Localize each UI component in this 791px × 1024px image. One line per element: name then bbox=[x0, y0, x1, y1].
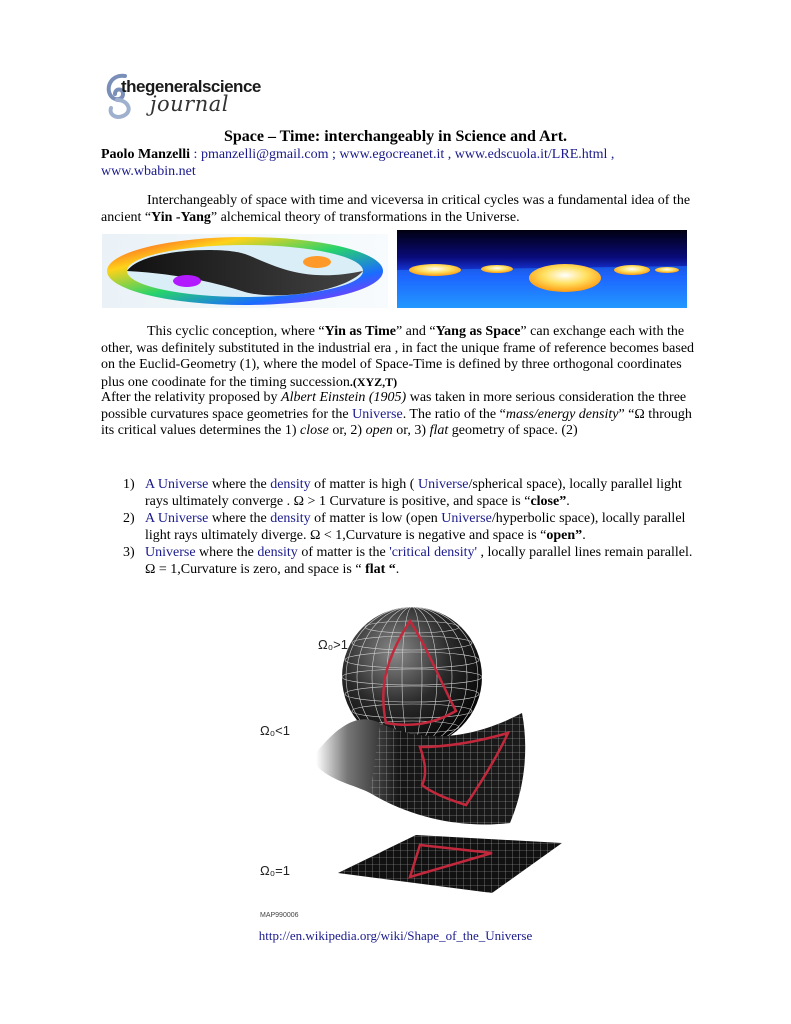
text-run: of matter is high ( bbox=[310, 477, 418, 492]
universe-shapes-figure bbox=[260, 605, 570, 920]
text-run: where the bbox=[208, 511, 271, 526]
list-number: 1) bbox=[123, 477, 135, 492]
author-line bbox=[101, 147, 701, 180]
journal-logo-bottom: journal bbox=[150, 92, 229, 116]
yin-yang-image bbox=[102, 234, 388, 308]
text-run: where the bbox=[208, 477, 271, 492]
journal-logo-top: thegeneralscience bbox=[121, 77, 261, 96]
label-flat: Ω₀=1 bbox=[260, 863, 290, 878]
universe-link[interactable]: Universe bbox=[441, 511, 492, 526]
text-run: This cyclic conception, where “ bbox=[147, 324, 325, 339]
italic-run: open bbox=[365, 423, 393, 438]
text-run: where the bbox=[195, 545, 258, 560]
list-item bbox=[101, 477, 701, 510]
source-link[interactable]: http://en.wikipedia.org/wiki/Shape_of_the_Universe bbox=[258, 928, 533, 943]
italic-run: close bbox=[300, 423, 329, 438]
label-closed: Ω₀>1 bbox=[318, 637, 348, 652]
label-open: Ω₀<1 bbox=[260, 723, 290, 738]
bold-run: .(XYZ,T) bbox=[349, 374, 398, 389]
text-run: After the relativity proposed by bbox=[101, 390, 282, 405]
text-run: of matter is the bbox=[297, 545, 390, 560]
author-name: Paolo Manzelli bbox=[101, 147, 191, 162]
text-run: ” can exchange each with the other, was definitely substituted in the industrial era , in fact the unique frame of reference becomes based on the Euclid-Geometry (1), where the model of Space-Time is defined by three orthogonal coordinates plus one coodinate for the timing succession bbox=[101, 324, 695, 390]
bold-run: Yin as Time bbox=[324, 324, 396, 339]
text-run: A bbox=[145, 511, 158, 526]
universe-link[interactable]: Universe bbox=[157, 511, 209, 526]
text-run: geometry of space. (2) bbox=[448, 423, 578, 438]
text-run: Interchangeably of space with time and viceversa in critical cycles was a fundamental idea of the ancient “ bbox=[101, 193, 691, 225]
critical-density-link[interactable]: 'critical density' bbox=[389, 545, 478, 560]
text-run: or, 3) bbox=[392, 423, 430, 438]
cyclic-conception-paragraph bbox=[101, 324, 701, 391]
yang-space-image bbox=[397, 230, 687, 308]
bold-run: Yang as Space bbox=[435, 324, 521, 339]
universe-link[interactable]: Universe bbox=[352, 406, 403, 422]
universe-link[interactable]: Universe bbox=[417, 477, 469, 492]
italic-run: flat bbox=[429, 423, 449, 438]
text-run: . bbox=[566, 493, 570, 509]
list-item bbox=[101, 545, 701, 578]
bold-run: close” bbox=[530, 493, 567, 509]
author-separator: : bbox=[190, 147, 201, 162]
text-run: . The ratio of the “ bbox=[402, 406, 506, 422]
curvature-list bbox=[101, 477, 701, 579]
list-item bbox=[101, 511, 701, 544]
italic-run: mass/energy density bbox=[505, 406, 619, 422]
text-run: , locally parallel lines remain parallel. Ω = 1,Curvature is zero, and space is “ bbox=[145, 545, 693, 577]
text-run: ” alchemical theory of transformations in the Universe. bbox=[210, 209, 520, 225]
bold-run: open” bbox=[546, 527, 583, 543]
figure-credit: MAP990006 bbox=[260, 912, 299, 919]
text-run: /spherical space), locally parallel light rays ultimately converge . Ω > 1 Curvature is positive, and space is “ bbox=[145, 477, 682, 509]
text-run: ” “Ω through its critical values determines the 1) bbox=[101, 406, 692, 438]
list-number: 2) bbox=[123, 511, 135, 526]
page-title: Space – Time: interchangeably in Science and Art. bbox=[223, 128, 568, 145]
text-run: /hyperbolic space), locally parallel light rays ultimately diverge. Ω < 1,Curvature is negative and space is “ bbox=[145, 511, 686, 543]
text-run: of matter is low (open bbox=[310, 511, 442, 526]
text-run: or, 2) bbox=[328, 423, 366, 438]
density-link[interactable]: density bbox=[257, 545, 298, 560]
intro-paragraph bbox=[101, 193, 701, 226]
bold-run: Yin -Yang bbox=[151, 209, 211, 225]
text-run: ” and “ bbox=[395, 324, 436, 339]
author-contacts-2[interactable]: www.wbabin.net bbox=[101, 163, 196, 179]
author-contacts[interactable]: pmanzelli@gmail.com ; www.egocreanet.it , www.edscuola.it/LRE.html , bbox=[200, 147, 615, 162]
text-run: . bbox=[395, 561, 400, 577]
bold-run: flat “ bbox=[365, 561, 396, 577]
density-link[interactable]: density bbox=[270, 477, 311, 492]
universe-link[interactable]: A Universe bbox=[145, 477, 209, 492]
list-number: 3) bbox=[123, 545, 135, 560]
text-run: was taken in more serious consideration the three possible curvatures space geometries for the bbox=[101, 390, 687, 422]
density-link[interactable]: density bbox=[270, 511, 311, 526]
italic-run: Albert Einstein (1905) bbox=[281, 390, 407, 405]
text-run: . bbox=[582, 527, 586, 543]
relativity-paragraph bbox=[101, 390, 701, 440]
universe-link[interactable]: Universe bbox=[145, 545, 196, 560]
